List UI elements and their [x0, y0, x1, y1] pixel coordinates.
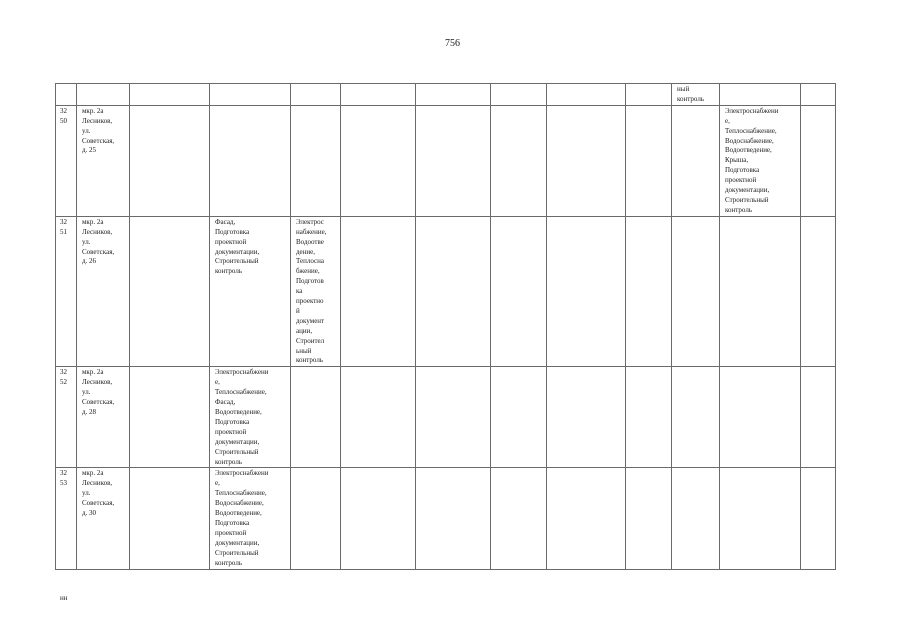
table-cell: [210, 84, 291, 106]
table-cell: [720, 84, 801, 106]
table-cell: [491, 216, 547, 367]
table-row: [56, 105, 836, 216]
table-cell: [626, 105, 672, 216]
row-number-cell: 32 53: [56, 468, 77, 569]
table-cell: [672, 468, 720, 569]
works-cell: Фасад, Подготовка проектной документации, Строительный контроль: [210, 216, 291, 367]
table-cell: [672, 216, 720, 367]
table-cell: [341, 216, 416, 367]
table-cell: ный контроль: [672, 84, 720, 106]
table-cell: [341, 468, 416, 569]
table-cell: [341, 105, 416, 216]
works-cell: [291, 468, 341, 569]
table-cell: [130, 84, 210, 106]
table-cell: [56, 84, 77, 106]
works-cell: Электроснабжени е, Теплоснабжение, Водоснабжение, Водоотведение, Подготовка проектной документации, Строительный контроль: [210, 468, 291, 569]
footer-mark: нн: [60, 594, 68, 602]
works-cell: [291, 105, 341, 216]
table-cell: [547, 468, 626, 569]
table-cell: [491, 367, 547, 468]
table-cell: [491, 105, 547, 216]
table-cell: [801, 367, 836, 468]
works-cell: [720, 468, 801, 569]
table-cell: [291, 84, 341, 106]
works-cell: Электроснабжени е, Теплоснабжение, Водоснабжение, Водоотведение, Крыша, Подготовка проектной документации, Строительный контроль: [720, 105, 801, 216]
table-cell: [547, 367, 626, 468]
works-cell: [720, 216, 801, 367]
row-number-cell: 32 52: [56, 367, 77, 468]
table-cell: [130, 216, 210, 367]
table-cell: [416, 468, 491, 569]
table-cell: [626, 468, 672, 569]
table-cell: [491, 468, 547, 569]
table-row: [56, 216, 836, 367]
table-row: [56, 468, 836, 569]
page-number: 756: [445, 38, 460, 49]
works-schedule-table: [55, 83, 836, 570]
table-cell: [801, 216, 836, 367]
table-cell: [801, 105, 836, 216]
table-cell: [341, 367, 416, 468]
works-cell: [291, 367, 341, 468]
table-cell: [547, 84, 626, 106]
row-number-cell: 32 50: [56, 105, 77, 216]
table-row: [56, 367, 836, 468]
table-cell: [77, 84, 130, 106]
table-cell: [626, 84, 672, 106]
row-number-cell: 32 51: [56, 216, 77, 367]
table-cell: [801, 468, 836, 569]
table-cell: [672, 105, 720, 216]
address-cell: мкр. 2а Лесников, ул. Советская, д. 30: [77, 468, 130, 569]
works-cell: Электрос набжение, Водоотве дение, Теплосна бжение, Подготов ка проектно й документ ации, Строител ьный контроль: [291, 216, 341, 367]
table-cell: [130, 468, 210, 569]
address-cell: мкр. 2а Лесников, ул. Советская, д. 26: [77, 216, 130, 367]
table-row: [56, 84, 836, 106]
table-cell: [491, 84, 547, 106]
works-cell: Электроснабжени е, Теплоснабжение, Фасад, Водоотведение, Подготовка проектной документации, Строительный контроль: [210, 367, 291, 468]
address-cell: мкр. 2а Лесников, ул. Советская, д. 25: [77, 105, 130, 216]
table-cell: [547, 105, 626, 216]
table-cell: [416, 105, 491, 216]
table-cell: [341, 84, 416, 106]
table-cell: [672, 367, 720, 468]
table-cell: [416, 216, 491, 367]
works-cell: [210, 105, 291, 216]
table-cell: [626, 367, 672, 468]
table-cell: [130, 105, 210, 216]
table-cell: [547, 216, 626, 367]
table-cell: [130, 367, 210, 468]
address-cell: мкр. 2а Лесников, ул. Советская, д. 28: [77, 367, 130, 468]
table-cell: [416, 84, 491, 106]
table-cell: [626, 216, 672, 367]
works-cell: [720, 367, 801, 468]
table-cell: [801, 84, 836, 106]
table-cell: [416, 367, 491, 468]
